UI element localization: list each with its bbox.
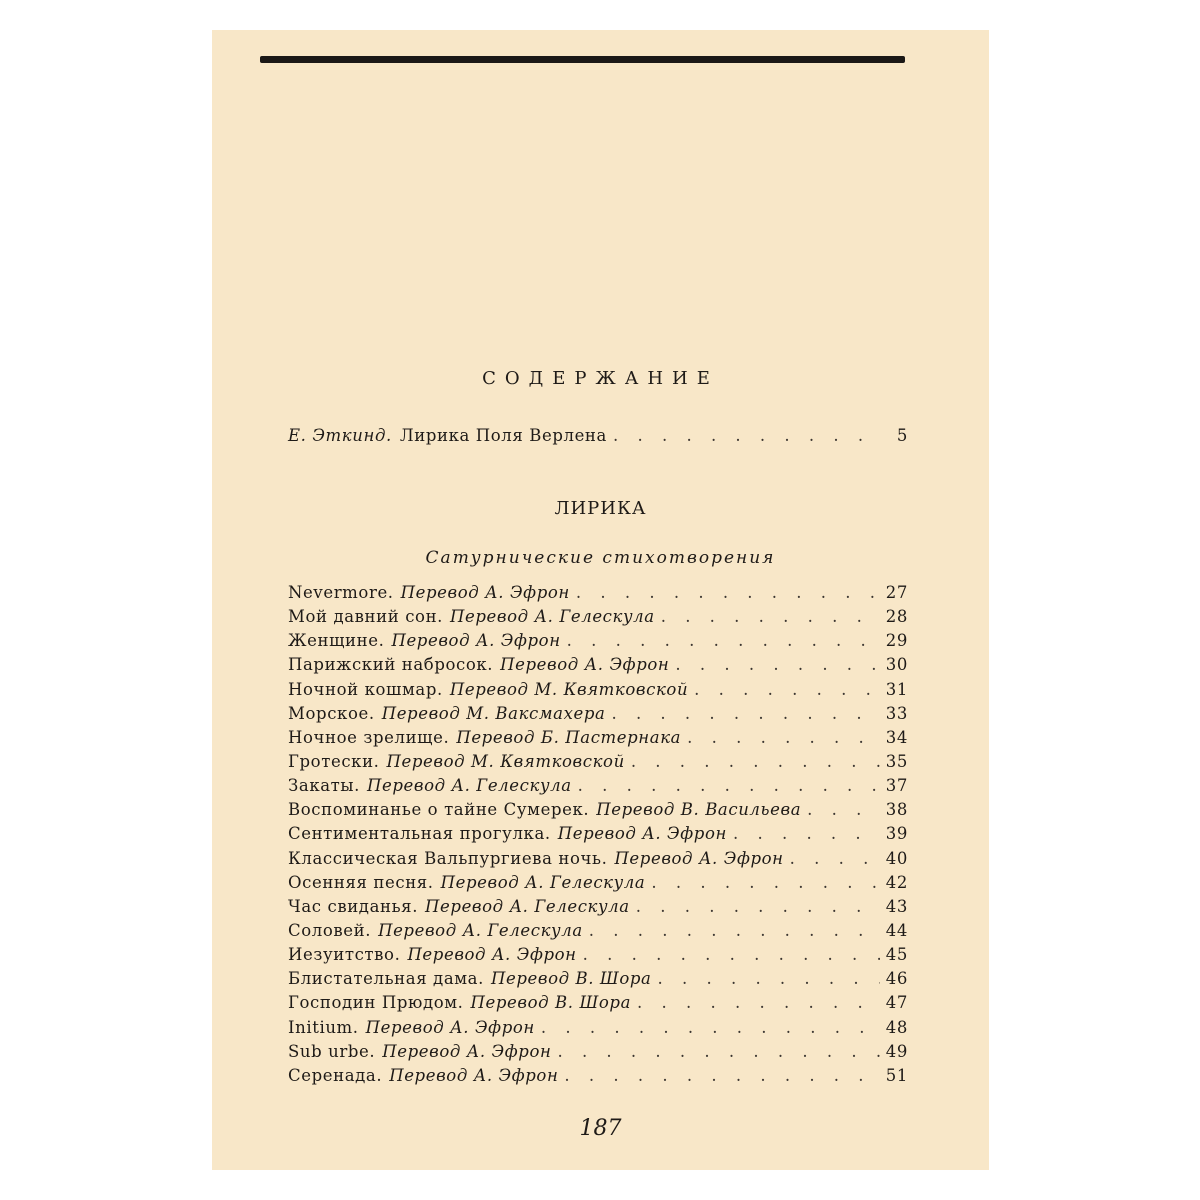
leader-dots (657, 969, 879, 988)
toc-entry (288, 824, 908, 848)
entry-title: Классическая Вальпургиева ночь. (288, 848, 608, 868)
leader-dots (675, 655, 879, 674)
leader-dots (636, 897, 880, 916)
entry-page: 47 (885, 993, 908, 1013)
entry-title: Осенняя песня. (288, 872, 434, 892)
top-rule (260, 56, 905, 63)
entry-page: 30 (885, 655, 908, 675)
entry-page: 38 (885, 800, 908, 820)
entry-title: Мой давний сон. (288, 607, 444, 627)
toc-entry (288, 655, 908, 679)
entry-title: Закаты. (288, 776, 360, 796)
entry-page: 39 (885, 824, 908, 844)
leader-dots (637, 993, 880, 1012)
leader-dots (583, 945, 880, 964)
entry-translation: Перевод В. Шора (470, 993, 632, 1013)
entry-title: Час свиданья. (288, 896, 419, 916)
intro-entry (288, 426, 908, 450)
toc-entry (288, 704, 908, 728)
toc-entry (288, 873, 908, 897)
entry-translation: Перевод А. Эфрон (407, 945, 577, 965)
entry-page: 46 (885, 969, 908, 989)
toc-entry (288, 1066, 908, 1090)
toc-entry (288, 1042, 908, 1066)
entry-translation: Перевод А. Гелескула (366, 776, 572, 796)
entry-title: Ночной кошмар. (288, 679, 443, 699)
entry-page: 42 (885, 872, 908, 892)
entry-page: 43 (885, 896, 908, 916)
leader-dots (576, 583, 880, 602)
toc-entry (288, 969, 908, 993)
toc-entry (288, 607, 908, 631)
leader-dots (807, 800, 880, 819)
toc-entry (288, 897, 908, 921)
book-page (212, 30, 989, 1170)
entry-title: Серенада. (288, 1065, 383, 1085)
entry-title: Женщине. (288, 631, 385, 651)
toc-entry (288, 680, 908, 704)
leader-dots (687, 728, 880, 747)
entry-translation: Перевод А. Гелескула (440, 872, 646, 892)
entry-page: 49 (885, 1041, 908, 1061)
toc-entry (288, 583, 908, 607)
page-number: 187 (579, 1116, 622, 1141)
entry-translation: Перевод М. Квятковской (449, 679, 689, 699)
entry-title: Парижский набросок. (288, 655, 494, 675)
entry-title: Nevermore. (288, 583, 394, 602)
entry-translation: Перевод М. Ваксмахера (381, 703, 606, 723)
leader-dots (651, 873, 879, 892)
entry-translation: Перевод В. Шора (490, 969, 652, 989)
entry-translation: Перевод А. Эфрон (391, 631, 561, 651)
leader-dots (694, 680, 880, 699)
entry-title: Сентиментальная прогулка. (288, 824, 551, 844)
entry-translation: Перевод А. Эфрон (365, 1017, 535, 1037)
leader-dots (613, 426, 882, 445)
entry-title: Ночное зрелище. (288, 727, 450, 747)
leader-dots (589, 921, 880, 940)
entry-page: 28 (885, 607, 908, 627)
subsection-title: Сатурнические стихотворения (425, 548, 776, 568)
entry-title: Иезуитство. (288, 945, 401, 965)
entry-translation: Перевод Б. Пастернака (456, 727, 682, 747)
entry-translation: Перевод А. Эфрон (500, 655, 670, 675)
entry-title: Соловей. (288, 920, 372, 940)
entry-title: Воспоминанье о тайне Сумерек. (288, 800, 590, 820)
entry-translation: Перевод М. Квятковской (386, 751, 625, 771)
entry-translation: Перевод А. Эфрон (557, 824, 727, 844)
entry-page: 45 (885, 945, 908, 965)
entry-translation: Перевод В. Васильева (596, 800, 802, 820)
entry-page: 31 (885, 679, 908, 699)
contents-title: СОДЕРЖАНИЕ (482, 368, 719, 389)
entry-translation: Перевод А. Эфрон (614, 848, 784, 868)
leader-dots (661, 607, 880, 626)
toc-entry (288, 945, 908, 969)
entry-page: 40 (885, 848, 908, 868)
toc-entry (288, 800, 908, 824)
leader-dots (541, 1018, 880, 1037)
entry-title: Блистательная дама. (288, 969, 484, 989)
toc-entry (288, 921, 908, 945)
leader-dots (578, 776, 880, 795)
entry-translation: Перевод А. Эфрон (400, 583, 570, 602)
entry-title: Sub urbe. (288, 1041, 376, 1061)
toc-entry (288, 849, 908, 873)
entry-page: 37 (885, 776, 908, 796)
entry-page: 29 (885, 631, 908, 651)
toc-entry (288, 728, 908, 752)
section-title: ЛИРИКА (554, 498, 647, 519)
entry-translation: Перевод А. Гелескула (425, 896, 630, 916)
toc-entry (288, 776, 908, 800)
entry-translation: Перевод А. Гелескула (378, 920, 583, 940)
entry-title: Initium. (288, 1017, 359, 1037)
toc-entry (288, 1018, 908, 1042)
entry-page: 35 (885, 751, 908, 771)
entry-page: 44 (885, 920, 908, 940)
leader-dots (790, 849, 880, 868)
leader-dots (567, 631, 880, 650)
entry-title: Гротески. (288, 751, 380, 771)
entry-page: 27 (885, 583, 908, 602)
leader-dots (631, 752, 880, 771)
intro-author: Е. Эткинд. (288, 426, 392, 445)
entry-page: 48 (885, 1017, 908, 1037)
entry-title: Морское. (288, 703, 375, 723)
leader-dots (611, 704, 879, 723)
entry-page: 51 (885, 1065, 908, 1085)
entry-page: 33 (885, 703, 908, 723)
toc-entry (288, 752, 908, 776)
leader-dots (564, 1066, 879, 1085)
leader-dots (557, 1042, 879, 1061)
entry-translation: Перевод А. Гелескула (450, 607, 655, 627)
leader-dots (733, 824, 880, 843)
toc-list (288, 583, 908, 1090)
intro-page: 5 (896, 426, 908, 445)
entry-page: 34 (885, 727, 908, 747)
toc-entry (288, 993, 908, 1017)
intro-title: Лирика Поля Верлена (399, 426, 607, 445)
toc-entry (288, 631, 908, 655)
entry-translation: Перевод А. Эфрон (382, 1041, 552, 1061)
entry-title: Господин Прюдом. (288, 993, 464, 1013)
entry-translation: Перевод А. Эфрон (389, 1065, 559, 1085)
